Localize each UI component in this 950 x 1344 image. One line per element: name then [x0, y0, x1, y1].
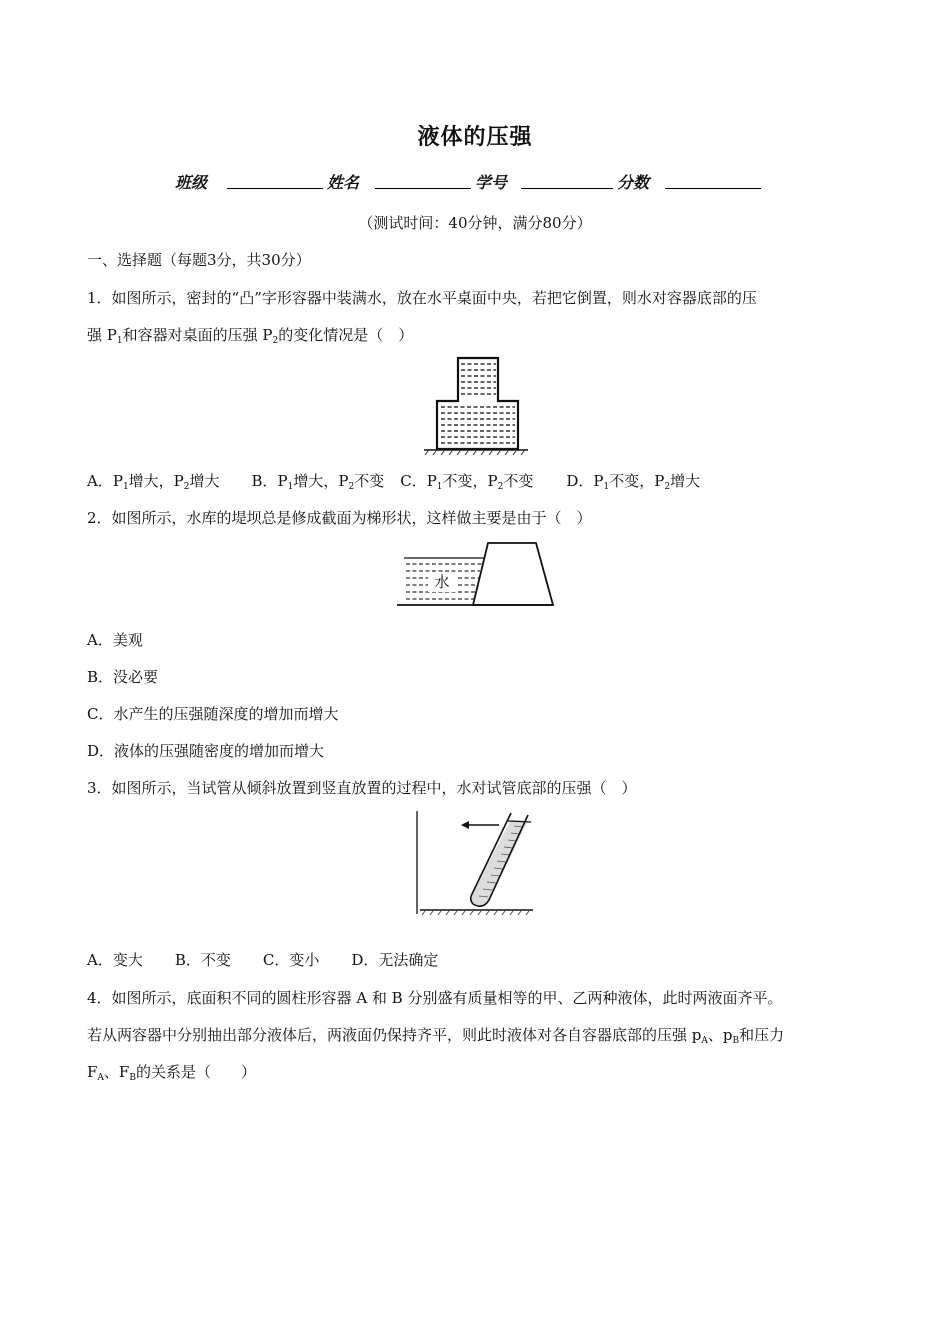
student-id-blank	[521, 188, 613, 189]
q1-option-b[interactable]: B．$P_1$增大，$P_2$不变	[251, 472, 385, 492]
q2-water-label: 水	[434, 573, 450, 591]
q2-option-b[interactable]: B．没必要	[87, 668, 159, 686]
q4-stem-line2: 若从两容器中分别抽出部分液体后，两液面仍保持齐平，则此时液体对各自容器底部的压强 $p_A$、$p_B$和压力	[87, 1026, 785, 1046]
page-title: 液体的压强	[417, 125, 533, 150]
score-label: 分数	[617, 173, 650, 192]
test-info: （测试时间：40分钟，满分80分）	[358, 214, 592, 232]
q2-option-c[interactable]: C．水产生的压强随深度的增加而增大	[87, 705, 339, 723]
q1-stem-line2: 强 $P_1$和容器对桌面的压强 $P_2$的变化情况是（ ）	[87, 326, 414, 346]
name-blank	[375, 188, 471, 189]
class-label: 班级	[175, 173, 208, 192]
q2-stem: 2．如图所示，水库的堤坝总是修成截面为梯形状，这样做主要是由于（ ）	[87, 509, 592, 527]
q1-figure-container	[420, 355, 530, 455]
q1-option-c[interactable]: C．$P_1$不变，$P_2$不变	[400, 472, 534, 492]
q4-stem-line1: 4．如图所示，底面积不同的圆柱形容器 A 和 B 分别盛有质量相等的甲、乙两种液体，此时两液面齐平。	[87, 989, 783, 1007]
q3-figure-test-tube	[415, 810, 537, 916]
section-heading: 一、选择题（每题3分，共30分）	[87, 251, 311, 269]
score-blank	[665, 188, 761, 189]
q3-option-d[interactable]: D．无法确定	[351, 951, 439, 969]
q4-stem-line3: $F_A$、$F_B$的关系是（ ）	[87, 1063, 256, 1083]
q3-options	[87, 950, 438, 970]
q1-stem-line1: 1．如图所示，密封的“凸”字形容器中装满水，放在水平桌面中央，若把它倒置，则水对容器底部的压	[87, 289, 757, 307]
q3-option-c[interactable]: C．变小	[262, 951, 320, 969]
q1-option-d[interactable]: D．$P_1$不变，$P_2$增大	[566, 472, 701, 492]
q1-option-a[interactable]: A．$P_1$增大，$P_2$增大	[87, 472, 220, 492]
name-label: 姓名	[327, 173, 360, 192]
q3-option-b[interactable]: B．不变	[174, 951, 231, 969]
q3-option-a[interactable]: A．变大	[87, 951, 143, 969]
q1-options	[87, 471, 700, 491]
student-id-label: 学号	[475, 173, 508, 192]
q3-stem: 3．如图所示，当试管从倾斜放置到竖直放置的过程中，水对试管底部的压强（ ）	[87, 779, 637, 797]
class-blank	[227, 188, 323, 189]
q2-option-d[interactable]: D．液体的压强随密度的增加而增大	[87, 742, 325, 760]
q2-figure-dam	[396, 540, 558, 610]
student-info-line	[175, 170, 775, 194]
q2-option-a[interactable]: A．美观	[87, 631, 143, 649]
